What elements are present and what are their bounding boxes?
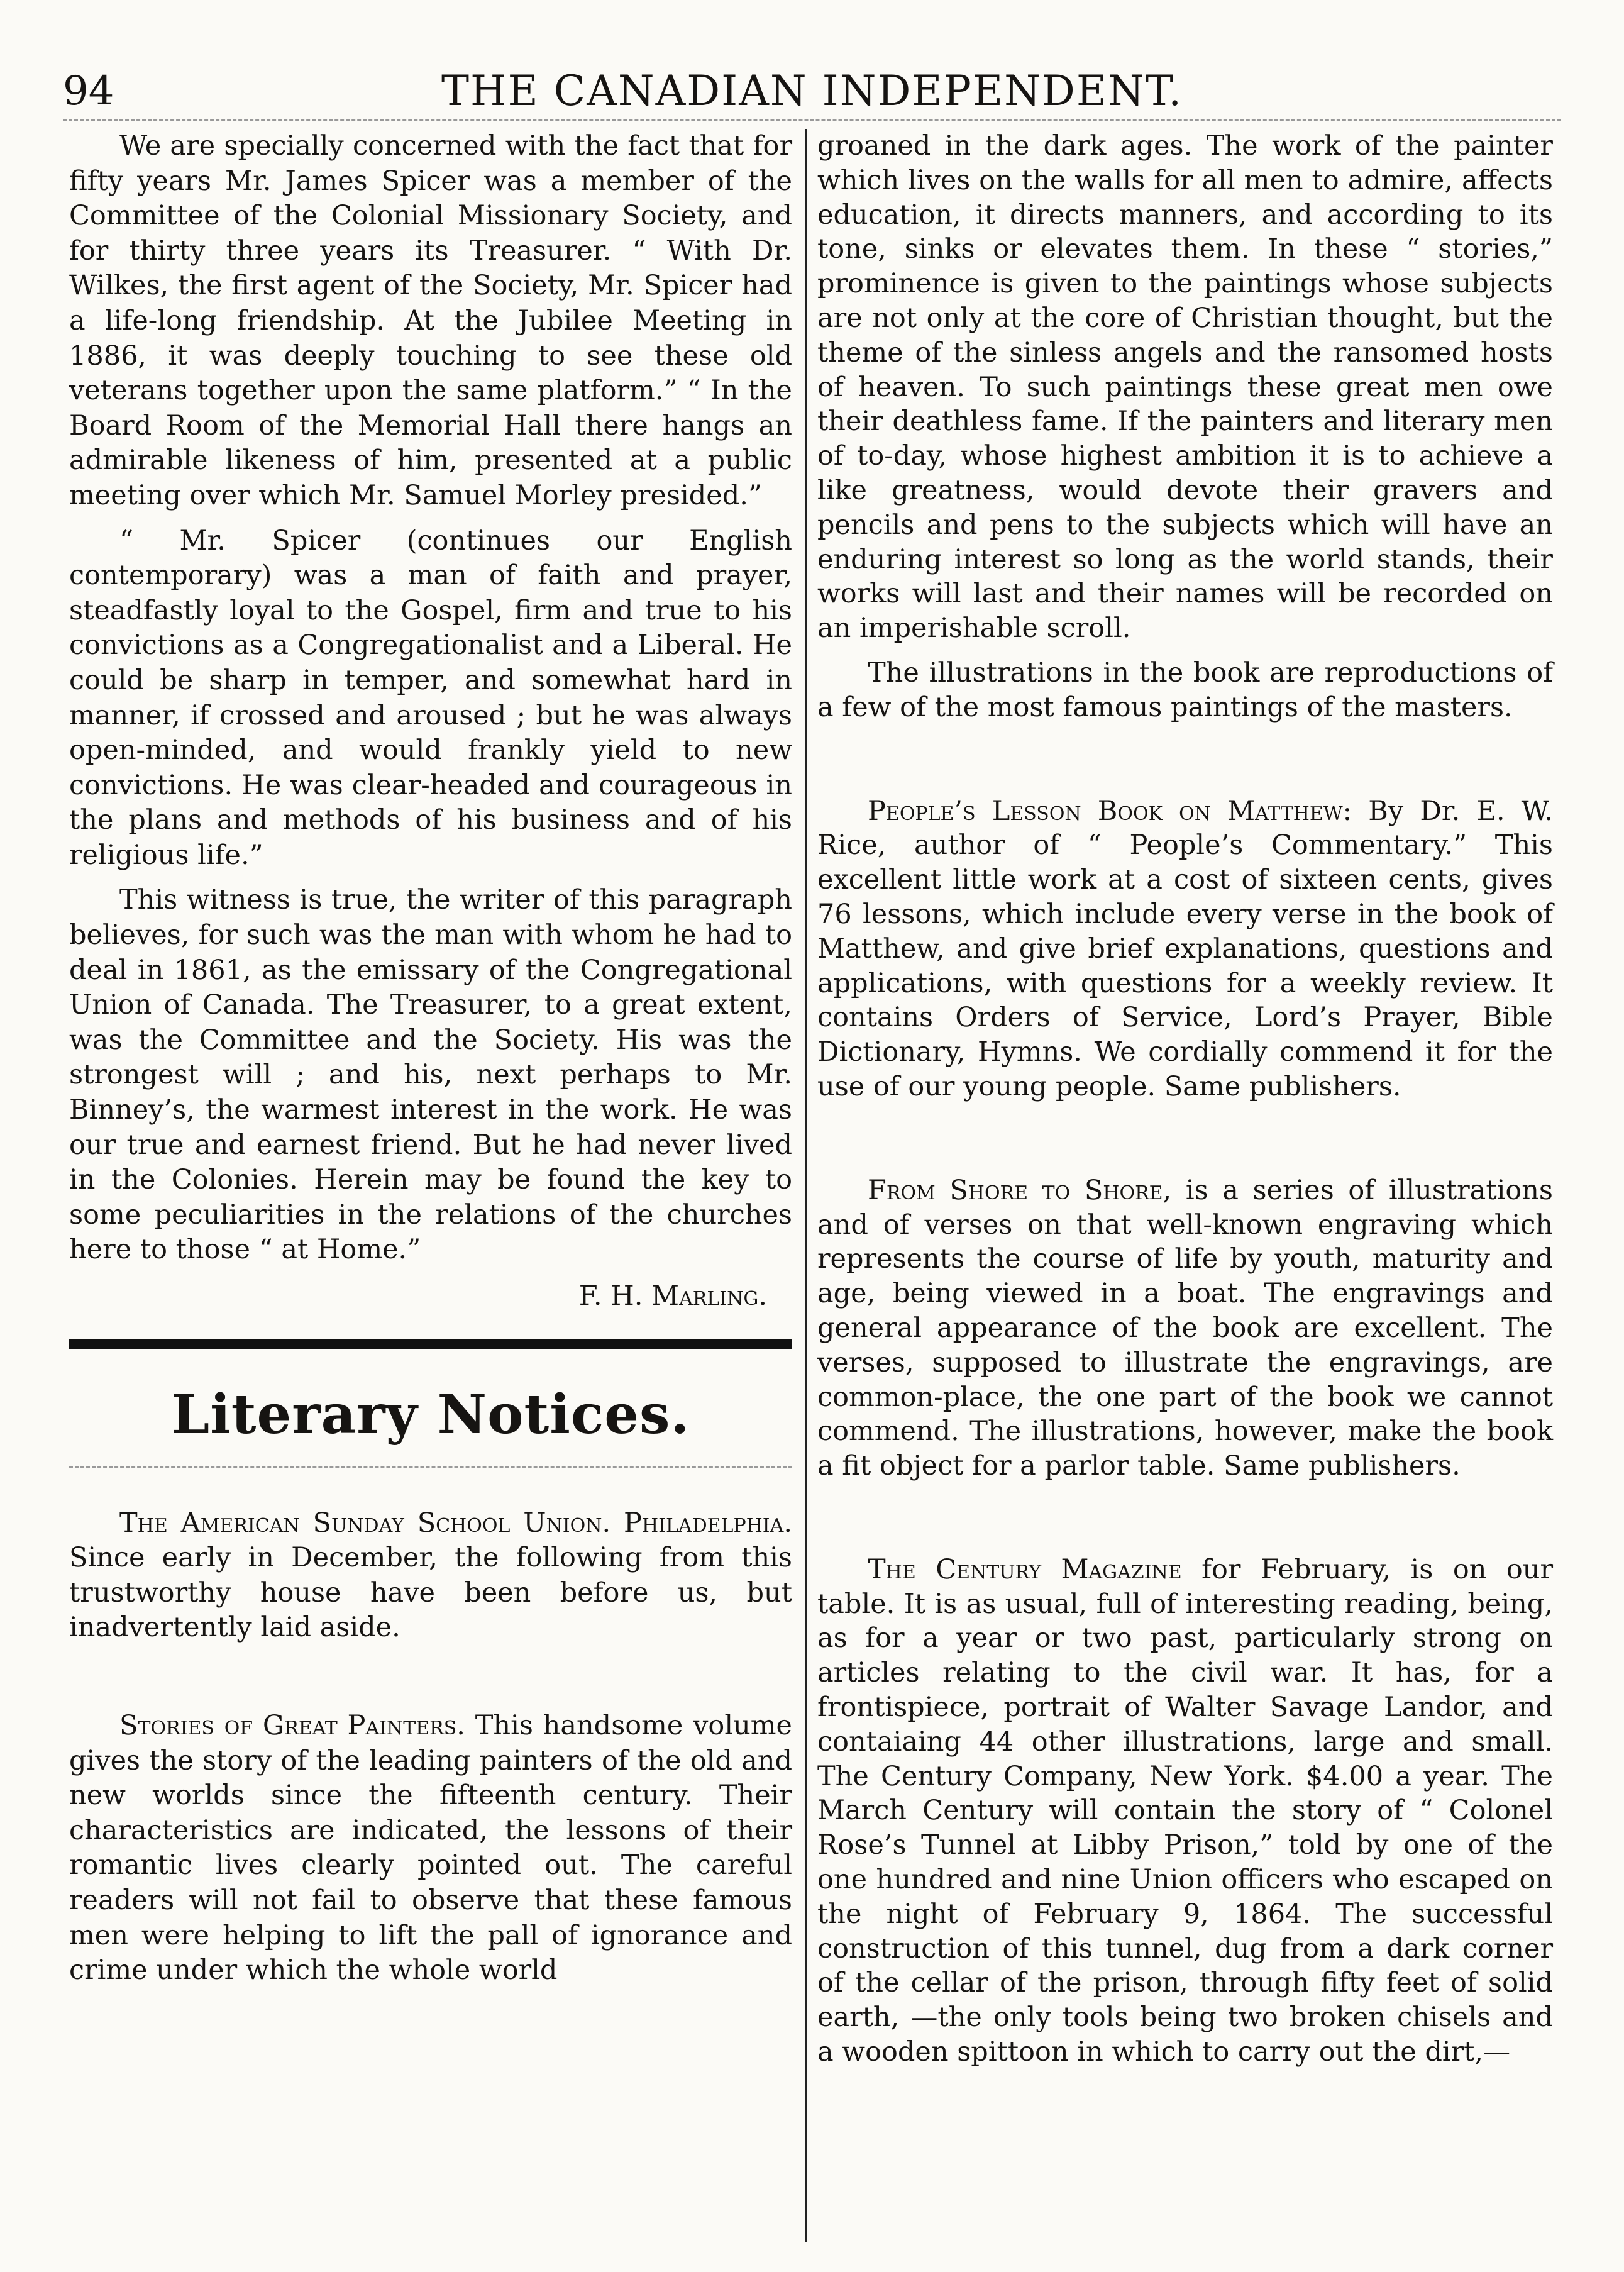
author-signature: F. H. Marling. [578,1280,767,1312]
notice-lead: The American Sunday School Union. Philadelphia. [119,1507,792,1539]
notice-lesson-book [817,794,1553,1104]
spicer-paragraph-1: We are specially concerned with the fact that for fifty years Mr. James Spicer was a member of the Committee of the Colonial Missionary Society, and for thirty three years its Treasurer. “ With Dr. Wilkes, the first agent of the Society, Mr. Spicer had a life-long friendship. At the Jubilee Meeting in 1886, it was deeply touching to see these old veterans together upon the same platform.” “ In the Board Room of the Memorial Hall there hangs an admirable likeness of him, presented at a public meeting over which Mr. Samuel Morley presided.” [69,130,792,511]
section-heading: Literary Notices. [171,1382,690,1446]
header-rule [63,119,1561,121]
notice-shore-to-shore [817,1173,1553,1483]
notice-body: Since early in December, the following from this trustworthy house have been before us, but inadvertently laid aside. [69,1542,792,1644]
section-divider [69,1339,792,1349]
notice-body: This handsome volume gives the story of the leading painters of the old and new worlds since the fifteenth century. Their characteristics are indicated, the lessons of their romantic lives clearly pointed out. The careful readers will not fail to observe that these famous men were helping to lift the pall of ignorance and crime under which the whole world [69,1709,792,1987]
notice-body: is a series of illustrations and of verses on that well-known engraving which represents the course of life by youth, maturity and age, being viewed in a boat. The engravings and general appearance of the book are excellent. The verses, supposed to illustrate the engravings, are common-place, the one part of the book we cannot commend. The illustrations, however, make the book a fit object for a parlor table. Same publishers. [817,1174,1553,1482]
right-column [817,129,1553,2070]
notice-lead: Stories of Great Painters. [119,1709,465,1741]
notice-lead: The Century Magazine [868,1553,1182,1585]
notice-lead: From Shore to Shore, [868,1174,1172,1206]
painters-continued: groaned in the dark ages. The work of the painter which lives on the walls for all men to admire, affects education, it directs manners, and according to its tone, sinks or elevates them. In these “ stories,” prominence is given to the paintings whose subjects are not only at the core of Christian thought, but the theme of the sinless angels and the ransomed hosts of heaven. To such paintings these great men owe their deathless fame. If the painters and literary men of to-day, whose highest ambition it is to achieve a like greatness, would devote their gravers and pencils and pens to the subjects which will have an enduring interest so long as the world stands, their works will last and their names will be recorded on an imperishable scroll. [817,130,1553,645]
notice-body: for February, is on our table. It is as usual, full of interesting reading, being, as for a year or two past, particularly strong on articles relating to the civil war. It has, for a frontispiece, portrait of Walter Savage Landor, and contaiaing 44 other illustrations, large and small. The Century Company, New York. $4.00 a year. The March Century will contain the story of “ Colonel Rose’s Tunnel at Libby Prison,” told by one of the one hundred and nine Union officers who escaped on the night of February 9, 1864. The successful construction of this tunnel, dug from a dark corner of the cellar of the prison, through fifty feet of solid earth, —the only tools being two broken chisels and a wooden spittoon in which to carry out the dirt,— [817,1553,1554,2068]
page-header [63,63,1561,119]
column-divider [805,129,807,2242]
spicer-paragraph-2: “ Mr. Spicer (continues our English contemporary) was a man of faith and prayer, steadfastly loyal to the Gospel, firm and true to his convictions as a Congregationalist and a Liberal. He could be sharp in temper, and somewhat hard in manner, if crossed and aroused ; but he was always open-minded, and would frankly yield to new convictions. He was clear-headed and courageous in the plans and methods of his business and of his religious life.” [69,524,792,871]
notice-lead: People’s Lesson Book on Matthew: [868,795,1352,827]
notice-body: By Dr. E. W. Rice, author of “ People’s Commentary.” This excellent little work at a cost of sixteen cents, gives 76 lessons, which include every verse in the book of Matthew, and give brief explanations, questions and applications, with questions for a weekly review. It contains Orders of Service, Lord’s Prayer, Bible Dictionary, Hymns. We cordially commend it for the use of our young people. Same publishers. [817,795,1553,1102]
notice-great-painters [69,1709,792,1988]
journal-title: THE CANADIAN INDEPENDENT. [441,67,1183,115]
painters-illustrations: The illustrations in the book are reproductions of a few of the most famous paintings of the masters. [817,657,1553,723]
left-column [69,129,792,1988]
notice-century-magazine [817,1553,1553,2070]
notice-sunday-school-union [69,1506,792,1646]
page-number: 94 [63,68,114,114]
spicer-paragraph-3: This witness is true, the writer of this paragraph believes, for such was the man with whom he had to deal in 1861, as the emissary of the Congregational Union of Canada. The Treasurer, to a great extent, was the Committee and the Society. His was the strongest will ; and his, next perhaps to Mr. Binney’s, the warmest interest in the work. He was our true and earnest friend. But he had never lived in the Colonies. Herein may be found the key to some peculiarities in the relations of the churches here to those “ at Home.” [69,884,792,1266]
heading-rule [69,1466,792,1468]
